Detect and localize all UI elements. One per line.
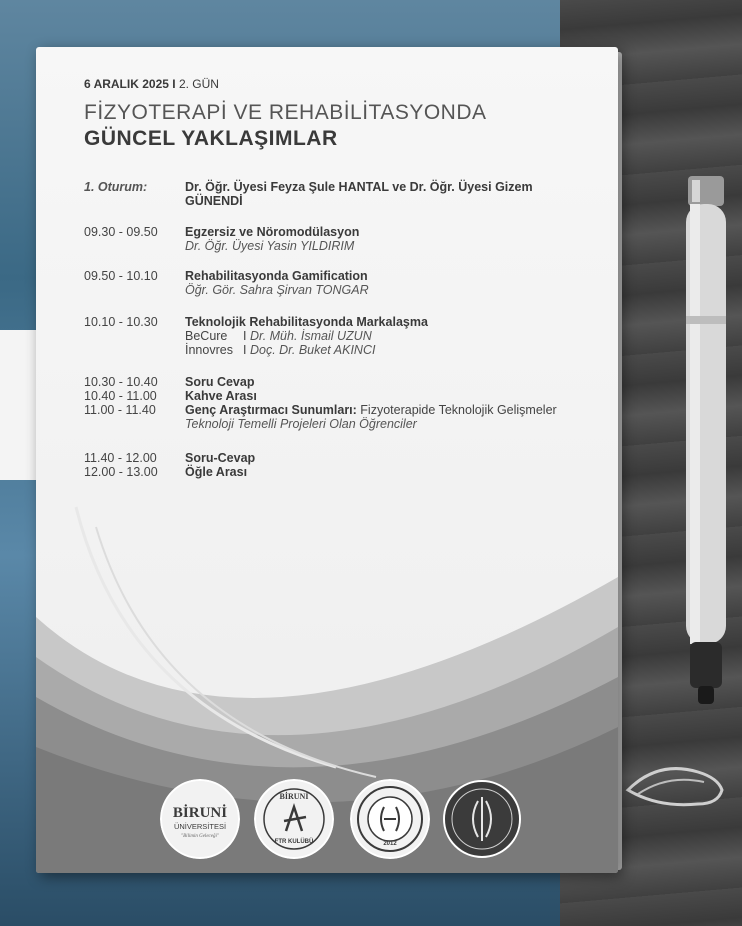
page-title-line1: FİZYOTERAPİ VE REHABİLİTASYONDA — [84, 101, 487, 124]
binder-clip-icon — [618, 760, 728, 810]
svg-text:FTR KULÜBÜ: FTR KULÜBÜ — [274, 839, 314, 845]
svg-text:BİRUNİ: BİRUNİ — [172, 805, 228, 821]
page-title-line2: GÜNCEL YAKLAŞIMLAR — [84, 127, 338, 150]
event-date: 6 ARALIK 2025 I 2. GÜN — [84, 77, 219, 91]
svg-text:"Bilimin Geleceği": "Bilimin Geleceği" — [181, 834, 219, 839]
svg-text:ÜNİVERSİTESİ: ÜNİVERSİTESİ — [173, 822, 227, 831]
biruni-university-logo — [160, 779, 240, 859]
ftr-club-logo — [254, 779, 334, 859]
tfd-association-logo — [442, 779, 522, 859]
pen-icon — [684, 176, 728, 708]
tfd-youth-commission-logo — [350, 779, 430, 859]
logo-bar — [36, 779, 618, 859]
svg-text:BİRUNİ: BİRUNİ — [279, 792, 309, 801]
session-chairs: Dr. Öğr. Üyesi Feyza Şule HANTAL ve Dr. Öğr. Üyesi Gizem GÜNENDİ — [185, 180, 533, 208]
notebook-page: 6 ARALIK 2025 I 2. GÜN FİZYOTERAPİ VE REHABİLİTASYONDA GÜNCEL YAKLAŞIMLAR 1. Oturum: Dr. Öğr. Üyesi Feyza Şule HANTAL ve Dr. Öğr. Üyesi Gizem GÜNENDİ 09.30 - 09.50 Egzersiz ve Nöromodülasyon Dr. Öğr. Üyesi Yasin YILDIRIM 09.50 - 10.10 Rehabilitasyonda Gamification Öğr. Gör. Sahra Şirvan TONGAR 10.10 - 10.30 Teknolojik Rehabilitasyonda Markalaşma BeCure I Dr. Müh. İsmail UZUN İnnovres I Doç. Dr. Buket AKINCI 10.30 - 10.40 Soru Cevap 10.40 - 11.00 Kahve Arası 11.00 - 11.40 Genç Araştırmacı Sunumları: Fizyoterapide Teknolojik Gelişmeler Teknoloji Temelli Projeleri Olan Öğrenciler 11.40 - 12.00 Soru-Cevap 12.00 - 13.00 Öğle Arası BİRUNİ ÜNİVERSİTESİ "Bilimin Geleceği" BİRUNİ FTR KULÜBÜ 2012 — [36, 47, 618, 873]
svg-text:2012: 2012 — [383, 841, 397, 847]
session-label: 1. Oturum: — [84, 180, 148, 194]
